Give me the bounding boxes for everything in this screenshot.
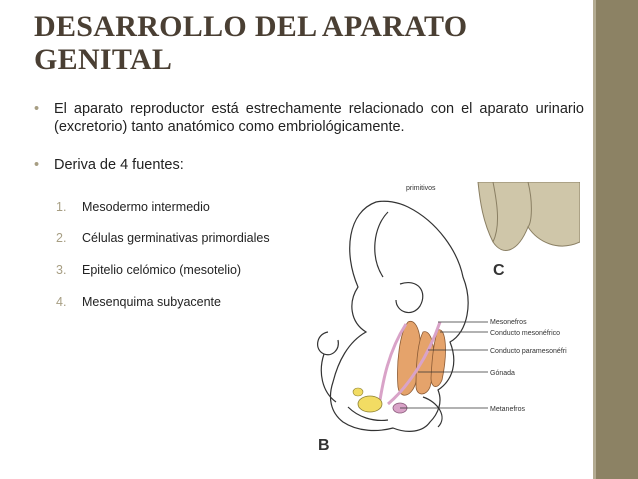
- panel-b-label: B: [318, 437, 330, 454]
- callout-conducto-mesonefrico: Conducto mesonéfrico: [490, 330, 561, 337]
- callout-gonada: Gónada: [490, 370, 515, 377]
- panel-c-label: C: [493, 262, 505, 279]
- callout-metanefros: Metanefros: [490, 406, 526, 413]
- top-label: primitivos: [406, 185, 436, 192]
- slide-title: DESARROLLO DEL APARATO GENITAL: [34, 10, 468, 76]
- embryo-body: [318, 201, 468, 431]
- panel-c-fragment: [478, 182, 580, 250]
- list-label: Mesenquima subyacente: [82, 295, 221, 309]
- list-label: Epitelio celómico (mesotelio): [82, 263, 242, 277]
- list-label: Células germinativas primordiales: [82, 231, 270, 245]
- list-number: 1.: [56, 200, 67, 214]
- bullet-marker: •: [34, 101, 40, 117]
- list-number: 2.: [56, 231, 67, 245]
- bullet-text: El aparato reproductor está estrechamente relacionado con el aparato urinario (excretorio) tanto anatómico como embriológicamente.: [54, 101, 584, 135]
- bullet-marker: •: [34, 157, 40, 173]
- list-number: 3.: [56, 263, 67, 277]
- callout-mesonefros: Mesonefros: [490, 319, 527, 326]
- accent-bar: [596, 0, 638, 479]
- callout-conducto-paramesonefrico: Conducto paramesonéfri: [490, 348, 567, 355]
- embryo-illustration: [288, 182, 580, 460]
- list-label: Mesodermo intermedio: [82, 200, 210, 214]
- list-number: 4.: [56, 295, 67, 309]
- bullet-text: Deriva de 4 fuentes:: [54, 157, 184, 173]
